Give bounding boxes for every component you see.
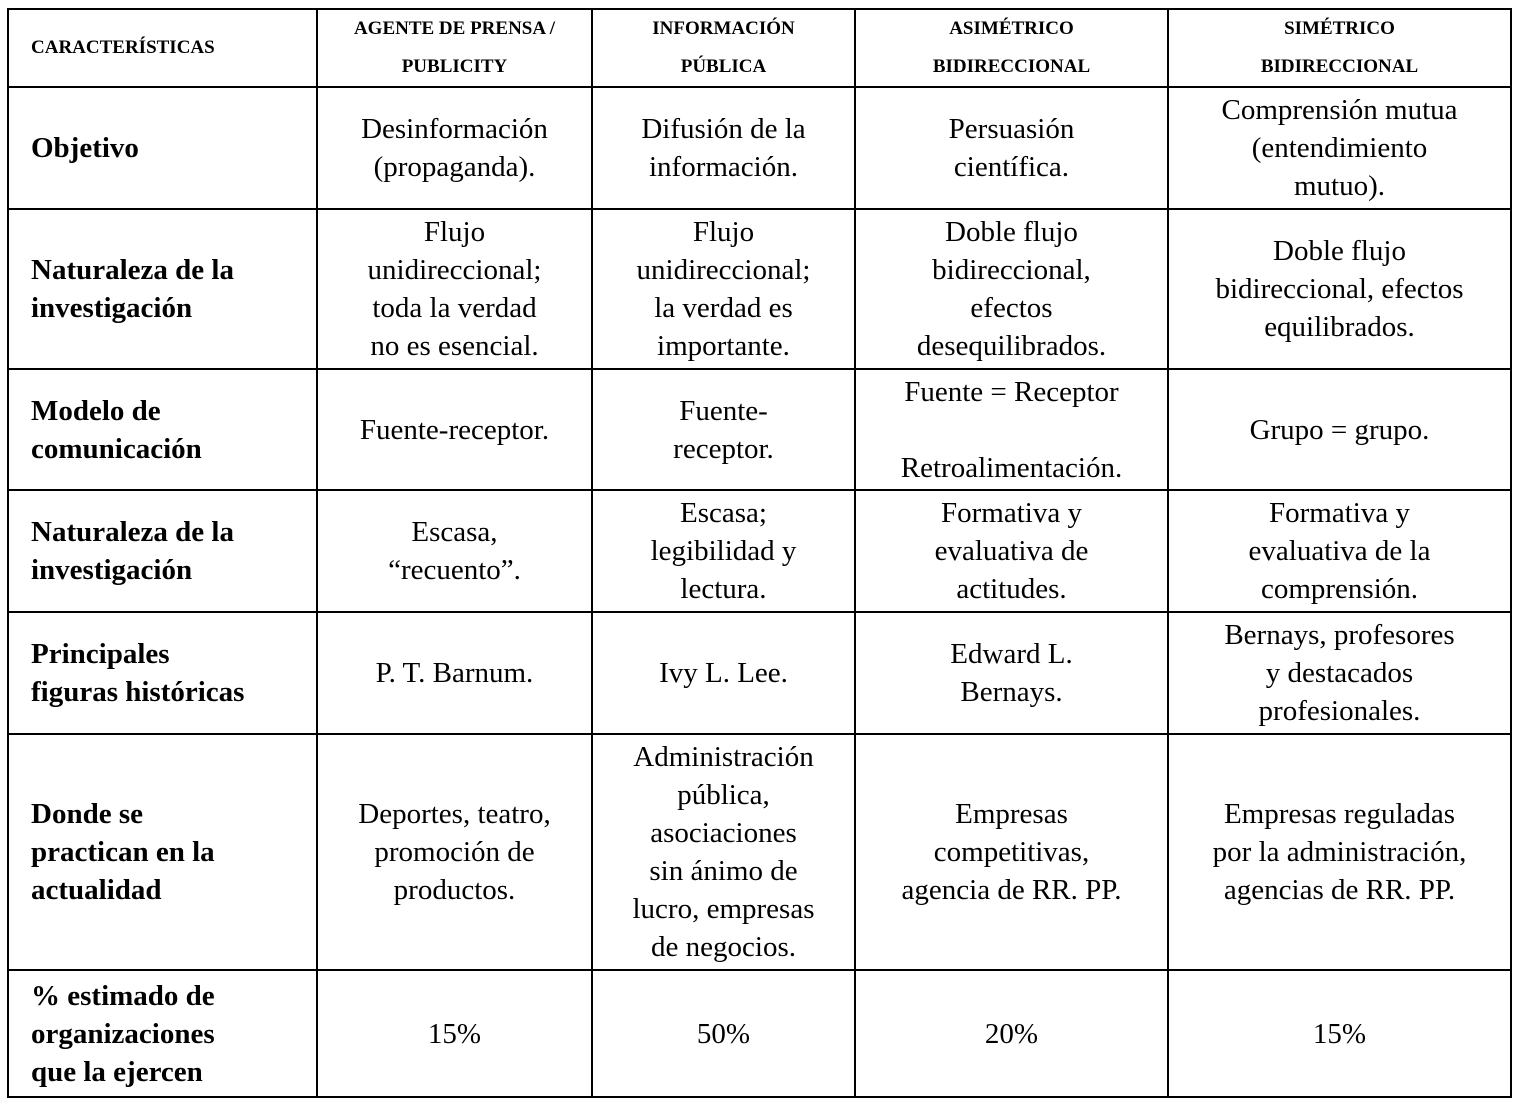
table-cell: Formativa y evaluativa de actitudes. (855, 490, 1168, 612)
row-label: Principales figuras históricas (8, 612, 317, 734)
table-cell: Escasa, “recuento”. (317, 490, 592, 612)
table-cell: Flujo unidireccional; la verdad es importante. (592, 209, 855, 369)
table-cell: Fuente-receptor. (317, 369, 592, 490)
table-cell: Empresas competitivas, agencia de RR. PP. (855, 734, 1168, 970)
table-cell: Ivy L. Lee. (592, 612, 855, 734)
table-cell: Administración pública, asociaciones sin ánimo de lucro, empresas de negocios. (592, 734, 855, 970)
table-row-historical-figures (8, 612, 1511, 734)
row-label: Objetivo (8, 87, 317, 209)
table-cell: Difusión de la información. (592, 87, 855, 209)
table-cell: 15% (317, 970, 592, 1097)
table-row-objective (8, 87, 1511, 209)
table-cell: Flujo unidireccional; toda la verdad no es esencial. (317, 209, 592, 369)
table-row-research-nature-2 (8, 490, 1511, 612)
header-public-information: INFORMACIÓN PÚBLICA (592, 9, 855, 87)
table-cell: P. T. Barnum. (317, 612, 592, 734)
pr-models-comparison-table (7, 8, 1512, 1098)
table-cell: 20% (855, 970, 1168, 1097)
table-cell: Doble flujo bidireccional, efectos desequilibrados. (855, 209, 1168, 369)
table-cell: Fuente- receptor. (592, 369, 855, 490)
table-row-current-practice (8, 734, 1511, 970)
table-cell: Persuasión científica. (855, 87, 1168, 209)
table-cell: Doble flujo bidireccional, efectos equilibrados. (1168, 209, 1511, 369)
header-characteristics: CARACTERÍSTICAS (8, 9, 317, 87)
header-symmetric-two-way: SIMÉTRICO BIDIRECCIONAL (1168, 9, 1511, 87)
row-label: % estimado de organizaciones que la ejercen (8, 970, 317, 1097)
table-cell: Deportes, teatro, promoción de productos. (317, 734, 592, 970)
table-cell: Fuente = Receptor Retroalimentación. (855, 369, 1168, 490)
row-label: Donde se practican en la actualidad (8, 734, 317, 970)
table-cell: Escasa; legibilidad y lectura. (592, 490, 855, 612)
header-asymmetric-two-way: ASIMÉTRICO BIDIRECCIONAL (855, 9, 1168, 87)
table-cell: Edward L. Bernays. (855, 612, 1168, 734)
table-row-communication-model (8, 369, 1511, 490)
row-label: Modelo de comunicación (8, 369, 317, 490)
table-header-row (8, 9, 1511, 87)
table-cell: Formativa y evaluativa de la comprensión. (1168, 490, 1511, 612)
table-cell: Grupo = grupo. (1168, 369, 1511, 490)
comparison-table-container (7, 8, 1512, 1098)
table-cell: 50% (592, 970, 855, 1097)
row-label: Naturaleza de la investigación (8, 490, 317, 612)
table-cell: 15% (1168, 970, 1511, 1097)
table-row-research-nature (8, 209, 1511, 369)
table-cell: Bernays, profesores y destacados profesionales. (1168, 612, 1511, 734)
table-cell: Empresas reguladas por la administración, agencias de RR. PP. (1168, 734, 1511, 970)
table-cell: Desinformación (propaganda). (317, 87, 592, 209)
table-cell: Comprensión mutua (entendimiento mutuo). (1168, 87, 1511, 209)
row-label: Naturaleza de la investigación (8, 209, 317, 369)
header-press-agent: AGENTE DE PRENSA / PUBLICITY (317, 9, 592, 87)
table-row-estimated-percentage (8, 970, 1511, 1097)
